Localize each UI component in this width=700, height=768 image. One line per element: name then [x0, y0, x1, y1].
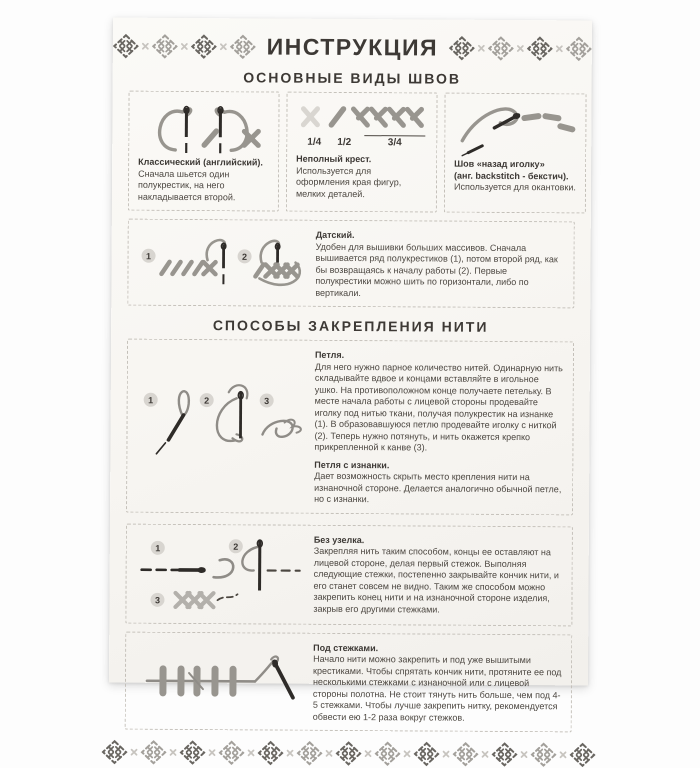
backstitch-subtitle: (анг. backstitch - бекстич).: [454, 170, 576, 182]
under-stitches-box: [125, 631, 573, 732]
label-quarter: 1/4: [298, 137, 330, 148]
backstitch-title: Шов «назад иголку»: [454, 159, 576, 171]
classic-stitch-title: Классический (английский).: [138, 157, 269, 169]
page-title: ИНСТРУКЦИЯ: [257, 33, 449, 61]
loop-reverse-text: Дает возможность скрыть место крепления нити на изнаночной стороне. Делается аналогично обычной петле, но с изнанки.: [314, 471, 563, 507]
cross-stitch-border-left-icon: [112, 34, 257, 60]
svg-text:1: 1: [148, 395, 153, 405]
loop-reverse-title: Петля с изнанки.: [314, 459, 563, 472]
section-title-stitch-types: ОСНОВНЫЕ ВИДЫ ШВОВ: [129, 69, 576, 88]
svg-text:2: 2: [233, 541, 238, 551]
no-knot-title: Без узелка.: [314, 534, 563, 547]
instruction-sheet: [109, 18, 592, 686]
loop-title: Петля.: [315, 350, 564, 363]
loop-text: Для него нужно парное количество нитей. Одинарную нить складывайте вдвое и концами вставляйте в игольное ушко. На противоположном конце получаете петельку. В месте начала работы с лицевой стороны продевайте иголку под нитью ткани, получая полукрестик на изнанке (1). В образовавшуюся петлю продевайте иголку с ниткой (2). Теперь нужно потянуть, и нить окажется крепко прикрепленной к канве (3).: [314, 361, 564, 455]
under-stitches-title: Под стежками.: [313, 642, 562, 655]
classic-stitch-icon: [138, 99, 269, 158]
partial-cross-text: Используется для оформления края фигур, мелких деталей.: [296, 165, 427, 200]
label-three-quarters: 3/4: [364, 135, 425, 148]
label-half: 1/2: [330, 137, 358, 148]
bottom-border-band: [124, 740, 571, 768]
backstitch-box: [444, 93, 587, 214]
svg-text:1: 1: [146, 251, 151, 261]
backstitch-text: Используется для окантовки.: [454, 182, 576, 194]
cross-stitch-border-right-icon: [448, 36, 593, 62]
stitch-types-row: [128, 91, 576, 214]
classic-stitch-text: Сначала шьется один полукрестик, на него накладывается второй.: [138, 168, 269, 203]
no-knot-steps-icon: [135, 531, 304, 616]
danish-stitch-box: [127, 219, 575, 309]
partial-cross-icon: [296, 100, 427, 135]
backstitch-icon: [454, 101, 576, 160]
under-stitches-text: Начало нити можно закрепить и под уже вышитыми крестиками. Чтобы спрятать кончик нити, протяните ее под несколькими стежками с изнаночной или с лицевой стороны полотна. Не стоит тянуть нить больше, чем под 4-5 стежками. Чтобы лучше закрепить нитку, рекомендуется обвести ею 1-2 раза вокруг стежков.: [313, 654, 562, 725]
classic-stitch-box: [128, 91, 280, 212]
svg-text:1: 1: [155, 543, 160, 553]
svg-text:3: 3: [155, 595, 160, 605]
loop-steps-icon: [136, 377, 305, 474]
no-knot-box: [125, 523, 573, 626]
section-title-thread-fastening: СПОСОБЫ ЗАКРЕПЛЕНИЯ НИТИ: [127, 317, 574, 336]
loop-box: [126, 339, 574, 515]
top-border-band: [129, 33, 576, 63]
partial-cross-box: [286, 92, 438, 213]
svg-text:2: 2: [204, 395, 209, 405]
svg-text:2: 2: [242, 251, 247, 261]
cross-stitch-border-bottom-icon: [100, 739, 596, 767]
partial-cross-title: Неполный крест.: [296, 154, 427, 166]
danish-title: Датский.: [316, 230, 565, 243]
svg-text:3: 3: [264, 396, 269, 406]
no-knot-text: Закрепляя нить таким способом, концы ее оставляют на лицевой стороне, делая первый стежок. Выполняя следующие стежки, постепенно закрывайте кончик нити, и его станет совсем не видно. Таким же способом можно закрепить конец нити и на изнаночной стороне изделия, закрыв его другими стежками.: [313, 546, 562, 617]
danish-text: Удобен для вышивки больших массивов. Сначала вышивается ряд полукрестиков (1), потом второй ряд, как бы возвращаясь к началу работы (2). Первые полукрестики можно шить по горизонтали, либо по вертикали.: [315, 241, 564, 300]
under-stitches-icon: [135, 648, 303, 713]
fraction-labels: [296, 135, 427, 149]
danish-stitch-icon: [137, 231, 305, 294]
